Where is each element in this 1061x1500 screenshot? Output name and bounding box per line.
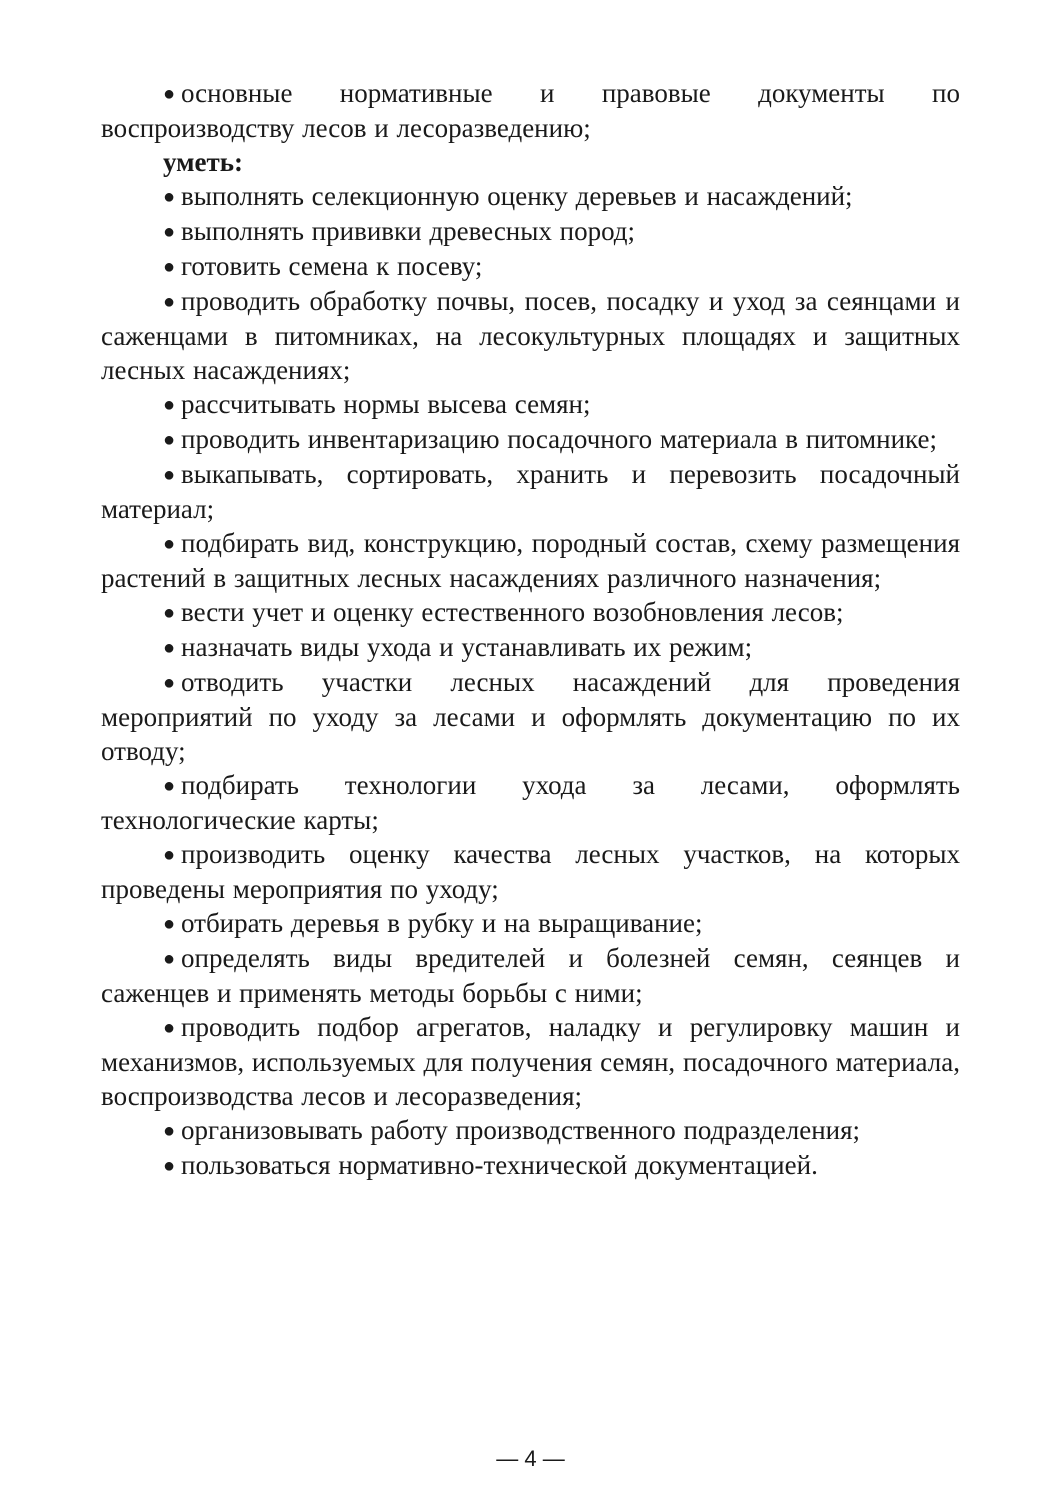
list-item-text: рассчитывать нормы высева семян; bbox=[181, 389, 591, 419]
list-item bbox=[101, 1148, 960, 1183]
bullet-icon: ● bbox=[163, 464, 176, 486]
list-item-text: назначать виды ухода и устанавливать их режим; bbox=[181, 632, 753, 662]
list-item bbox=[101, 526, 960, 595]
list-item-text: отводить участки лесных насаждений для проведения мероприятий по уходу за лесами и оформлять документацию по их отводу; bbox=[101, 667, 960, 766]
list-item bbox=[101, 906, 960, 941]
list-item-text: вести учет и оценку естественного возобновления лесов; bbox=[181, 597, 844, 627]
list-item bbox=[101, 214, 960, 249]
bullet-icon: ● bbox=[163, 775, 176, 797]
bullet-icon: ● bbox=[163, 672, 176, 694]
bullet-icon: ● bbox=[163, 637, 176, 659]
list-item bbox=[101, 422, 960, 457]
bullet-icon: ● bbox=[163, 186, 176, 208]
list-item bbox=[101, 941, 960, 1010]
page-number: — 4 — bbox=[496, 1446, 565, 1471]
bullet-icon: ● bbox=[163, 394, 176, 416]
list-item-text: выполнять прививки древесных пород; bbox=[181, 216, 636, 246]
list-item-text: проводить обработку почвы, посев, посадку и уход за сеянцами и саженцами в питомниках, на лесокультурных площадях и защитных лесных насаждениях; bbox=[101, 286, 960, 385]
list-item-text: определять виды вредителей и болезней семян, сеянцев и саженцев и применять методы борьбы с ними; bbox=[101, 943, 960, 1008]
document-body bbox=[101, 76, 960, 1183]
list-item-text: подбирать технологии ухода за лесами, оформлять технологические карты; bbox=[101, 770, 960, 835]
list-item-text: выкапывать, сортировать, хранить и перевозить посадочный материал; bbox=[101, 459, 960, 524]
bullet-icon: ● bbox=[163, 256, 176, 278]
section-heading: уметь: bbox=[163, 147, 244, 177]
list-item bbox=[101, 768, 960, 837]
list-item bbox=[101, 179, 960, 214]
list-item bbox=[101, 1010, 960, 1113]
bullet-icon: ● bbox=[163, 291, 176, 313]
list-item-text: производить оценку качества лесных участков, на которых проведены мероприятия по уходу; bbox=[101, 839, 960, 904]
bullet-icon: ● bbox=[163, 221, 176, 243]
bullet-icon: ● bbox=[163, 602, 176, 624]
list-item-text: выполнять селекционную оценку деревьев и насаждений; bbox=[181, 181, 853, 211]
skills-list bbox=[101, 179, 960, 1183]
bullet-icon: ● bbox=[163, 83, 176, 105]
bullet-icon: ● bbox=[163, 948, 176, 970]
list-item bbox=[101, 630, 960, 665]
list-item bbox=[101, 1113, 960, 1148]
bullet-icon: ● bbox=[163, 533, 176, 555]
list-item-text: отбирать деревья в рубку и на выращивание; bbox=[181, 908, 703, 938]
list-item-text: основные нормативные и правовые документы по воспроизводству лесов и лесоразведению; bbox=[101, 78, 960, 143]
list-item bbox=[101, 457, 960, 526]
bullet-icon: ● bbox=[163, 1155, 176, 1177]
list-item-text: организовывать работу производственного подразделения; bbox=[181, 1115, 861, 1145]
list-item bbox=[101, 837, 960, 906]
list-item-text: подбирать вид, конструкцию, породный состав, схему размещения растений в защитных лесных насаждениях различного назначения; bbox=[101, 528, 960, 593]
list-item bbox=[101, 665, 960, 768]
list-item bbox=[101, 284, 960, 387]
list-item bbox=[101, 249, 960, 284]
list-item-text: пользоваться нормативно-технической документацией. bbox=[181, 1150, 818, 1180]
list-item bbox=[101, 76, 960, 145]
bullet-icon: ● bbox=[163, 1120, 176, 1142]
list-item-text: проводить подбор агрегатов, наладку и регулировку машин и механизмов, используемых для получения семян, посадочного материала, воспроизводства лесов и лесоразведения; bbox=[101, 1012, 960, 1111]
bullet-icon: ● bbox=[163, 1017, 176, 1039]
bullet-icon: ● bbox=[163, 844, 176, 866]
list-item bbox=[101, 595, 960, 630]
list-item bbox=[101, 387, 960, 422]
bullet-icon: ● bbox=[163, 429, 176, 451]
bullet-icon: ● bbox=[163, 913, 176, 935]
list-item-text: готовить семена к посеву; bbox=[181, 251, 483, 281]
list-item-text: проводить инвентаризацию посадочного материала в питомнике; bbox=[181, 424, 937, 454]
